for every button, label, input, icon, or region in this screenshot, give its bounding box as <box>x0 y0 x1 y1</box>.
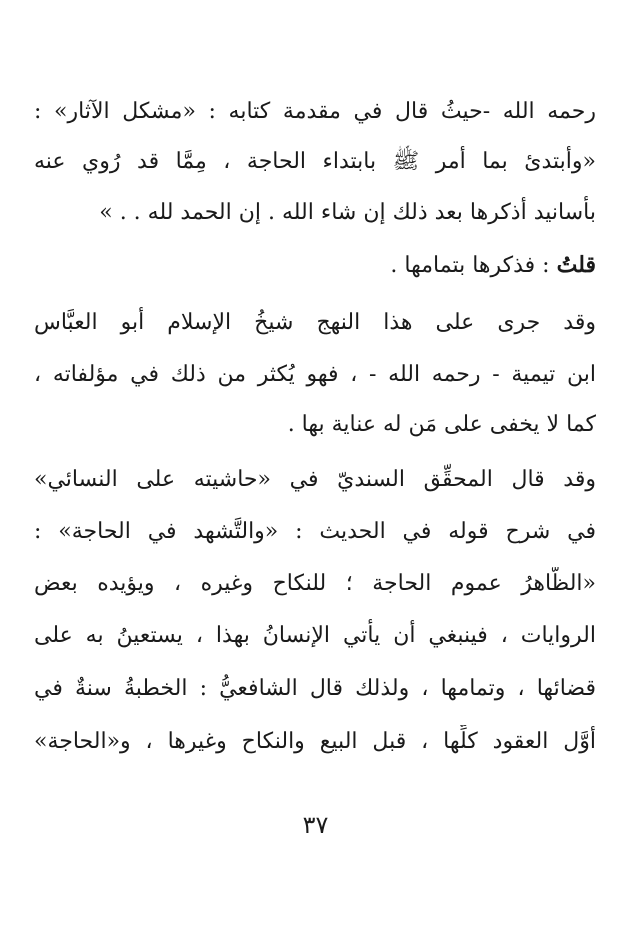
text-line-12: قضائها ، وتمامها ، ولذلك قال الشافعيُّ : الخطبةُ سنةٌ في <box>34 676 596 701</box>
qultu-heading: قلتُ <box>556 252 596 278</box>
text-line-2: «وأبتدئ بما أمر ﷺ بابتداء الحاجة ، مِمَّا قد رُوي عنه <box>34 149 596 174</box>
text-line-11: الروايات ، فينبغي أن يأتي الإنسانُ بهذا ، يستعينُ به على <box>34 623 596 648</box>
text-line-5: وقد جرى على هذا النهج شيخُ الإسلام أبو العبَّاس <box>34 310 596 335</box>
text-line-13: أوَّل العقود كلِّها ، قبل البيع والنكاح وغيرها ، و«الحاجة» <box>34 729 596 754</box>
text-line-1: رحمه الله -حيثُ قال في مقدمة كتابه : «مشكل الآثار» : <box>34 99 596 124</box>
text-line-10: «الظَّاهرُ عموم الحاجة ؛ للنكاح وغيره ، ويؤيده بعض <box>34 571 596 596</box>
text-line-6: ابن تيمية - رحمه الله - ، فهو يُكثر من ذلك في مؤلفاته ، <box>34 362 596 387</box>
text-line-4 <box>34 248 596 282</box>
text-line-4-body: : فذكرها بتمامها . <box>390 253 550 278</box>
text-line-3: بأسانيد أذكرها بعد ذلك إن شاء الله . إن الحمد لله . . » <box>99 200 596 225</box>
text-line-9: في شرح قوله في الحديث : «والتَّشهد في الحاجة» : <box>34 519 596 544</box>
text-line-7: كما لا يخفى على مَن له عناية بها . <box>287 412 596 437</box>
page-number: ٣٧ <box>302 811 329 839</box>
text-line-8: وقد قال المحقِّق السنديّ في «حاشيته على النسائي» <box>34 467 596 492</box>
